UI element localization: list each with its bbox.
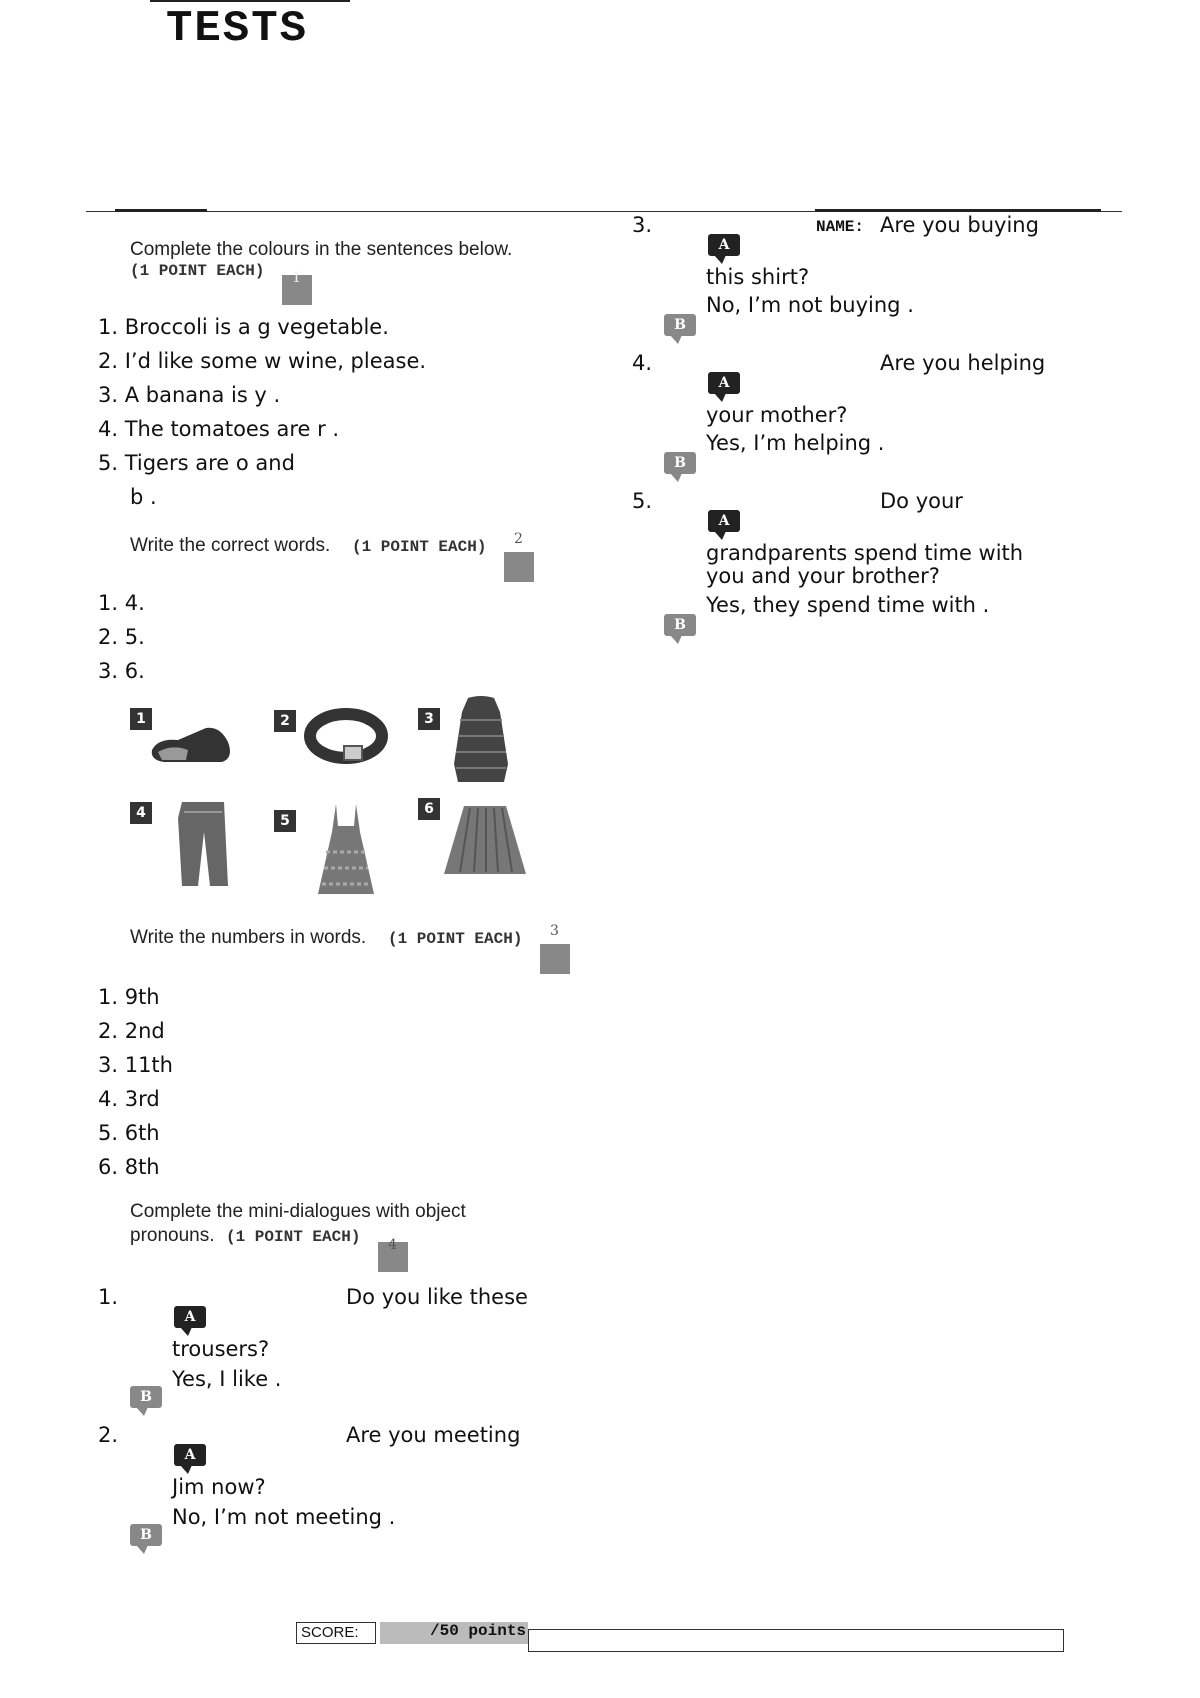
speaker-a-bubble: A — [174, 1306, 206, 1328]
coat-icon — [448, 694, 514, 786]
section-3-item: 3. 11th — [98, 1053, 173, 1077]
dialogue-number: 5. — [632, 489, 653, 513]
section-1-item: 2. I’d like some w wine, please. — [98, 349, 427, 373]
dialogue-a-line: Are you buying — [880, 213, 1039, 237]
picture-number: 1 — [130, 708, 152, 730]
dialogue-number: 3. — [632, 213, 653, 237]
name-label: NAME: — [816, 218, 865, 236]
section-2-points: (1 POINT EACH) — [352, 538, 487, 556]
dialogue-b-line: No, I’m not buying . — [706, 293, 914, 317]
section-4-instruction-line2: pronouns. — [130, 1225, 215, 1246]
section-1-item: b . — [130, 485, 157, 509]
score-label: SCORE: — [296, 1622, 376, 1644]
dialogue-b-line: No, I’m not meeting . — [172, 1505, 396, 1529]
picture-number: 5 — [274, 810, 296, 832]
section-1-item: 1. Broccoli is a g vegetable. — [98, 315, 389, 339]
speaker-b-bubble: B — [664, 452, 696, 474]
belt-icon — [306, 704, 388, 770]
section-2-item: 2. 5. — [98, 625, 145, 649]
section-1-item: 3. A banana is y . — [98, 383, 281, 407]
section-4-points: (1 POINT EACH) — [226, 1228, 361, 1246]
dialogue-a-line: Do your — [880, 489, 963, 513]
section-2-score-box — [504, 552, 534, 582]
dialogue-a-line: you and your brother? — [706, 564, 940, 588]
picture-number: 2 — [274, 710, 296, 732]
speaker-a-bubble: A — [708, 372, 740, 394]
dialogue-a-line: grandparents spend time with — [706, 541, 1024, 565]
speaker-a-bubble: A — [174, 1444, 206, 1466]
section-1-item: 4. The tomatoes are r . — [98, 417, 340, 441]
section-1-points: (1 POINT EACH) — [130, 262, 265, 280]
dialogue-a-line: Jim now? — [172, 1475, 266, 1499]
section-3-item: 6. 8th — [98, 1155, 160, 1179]
section-1-number: 1 — [292, 270, 301, 286]
section-3-item: 1. 9th — [98, 985, 160, 1009]
dialogue-a-line: Are you meeting — [346, 1423, 521, 1447]
section-1-item: 5. Tigers are o and — [98, 451, 295, 475]
section-2-number: 2 — [514, 531, 523, 547]
section-3-number: 3 — [550, 923, 559, 939]
speaker-b-bubble: B — [130, 1386, 162, 1408]
section-2-instruction: Write the correct words. — [130, 535, 331, 556]
speaker-b-bubble: B — [664, 314, 696, 336]
dialogue-b-line: Yes, I like . — [172, 1367, 282, 1391]
score-total: /50 points — [430, 1622, 527, 1640]
dialogue-number: 1. — [98, 1285, 119, 1309]
section-3-score-box — [540, 944, 570, 974]
dialogue-a-line: Do you like these — [346, 1285, 528, 1309]
picture-number: 4 — [130, 802, 152, 824]
section-4-number: 4 — [388, 1237, 397, 1253]
jeans-icon — [174, 798, 234, 890]
speaker-a-bubble: A — [708, 510, 740, 532]
section-2-item: 3. 6. — [98, 659, 145, 683]
speaker-a-bubble: A — [708, 234, 740, 256]
speaker-b-bubble: B — [664, 614, 696, 636]
picture-number: 3 — [418, 708, 440, 730]
dialogue-number: 2. — [98, 1423, 119, 1447]
section-3-item: 5. 6th — [98, 1121, 160, 1145]
dress-icon — [316, 802, 376, 902]
footer-box — [528, 1629, 1064, 1652]
section-3-points: (1 POINT EACH) — [388, 930, 523, 948]
dialogue-a-line: this shirt? — [706, 265, 810, 289]
shoe-icon — [148, 700, 238, 770]
page-title: TESTS — [166, 4, 309, 54]
skirt-icon — [442, 804, 528, 878]
dialogue-a-line: trousers? — [172, 1337, 270, 1361]
section-3-item: 2. 2nd — [98, 1019, 165, 1043]
dialogue-number: 4. — [632, 351, 653, 375]
picture-number: 6 — [418, 798, 440, 820]
title-rule — [150, 0, 350, 2]
section-3-item: 4. 3rd — [98, 1087, 160, 1111]
dialogue-a-line: your mother? — [706, 403, 848, 427]
section-1-instruction: Complete the colours in the sentences below. — [130, 239, 513, 260]
dialogue-b-line: Yes, I’m helping . — [706, 431, 885, 455]
dialogue-a-line: Are you helping — [880, 351, 1046, 375]
section-3-instruction: Write the numbers in words. — [130, 927, 367, 948]
section-4-instruction: Complete the mini-dialogues with object — [130, 1201, 466, 1222]
section-2-item: 1. 4. — [98, 591, 145, 615]
dialogue-b-line: Yes, they spend time with . — [706, 593, 990, 617]
header-divider-left — [115, 209, 207, 212]
speaker-b-bubble: B — [130, 1524, 162, 1546]
